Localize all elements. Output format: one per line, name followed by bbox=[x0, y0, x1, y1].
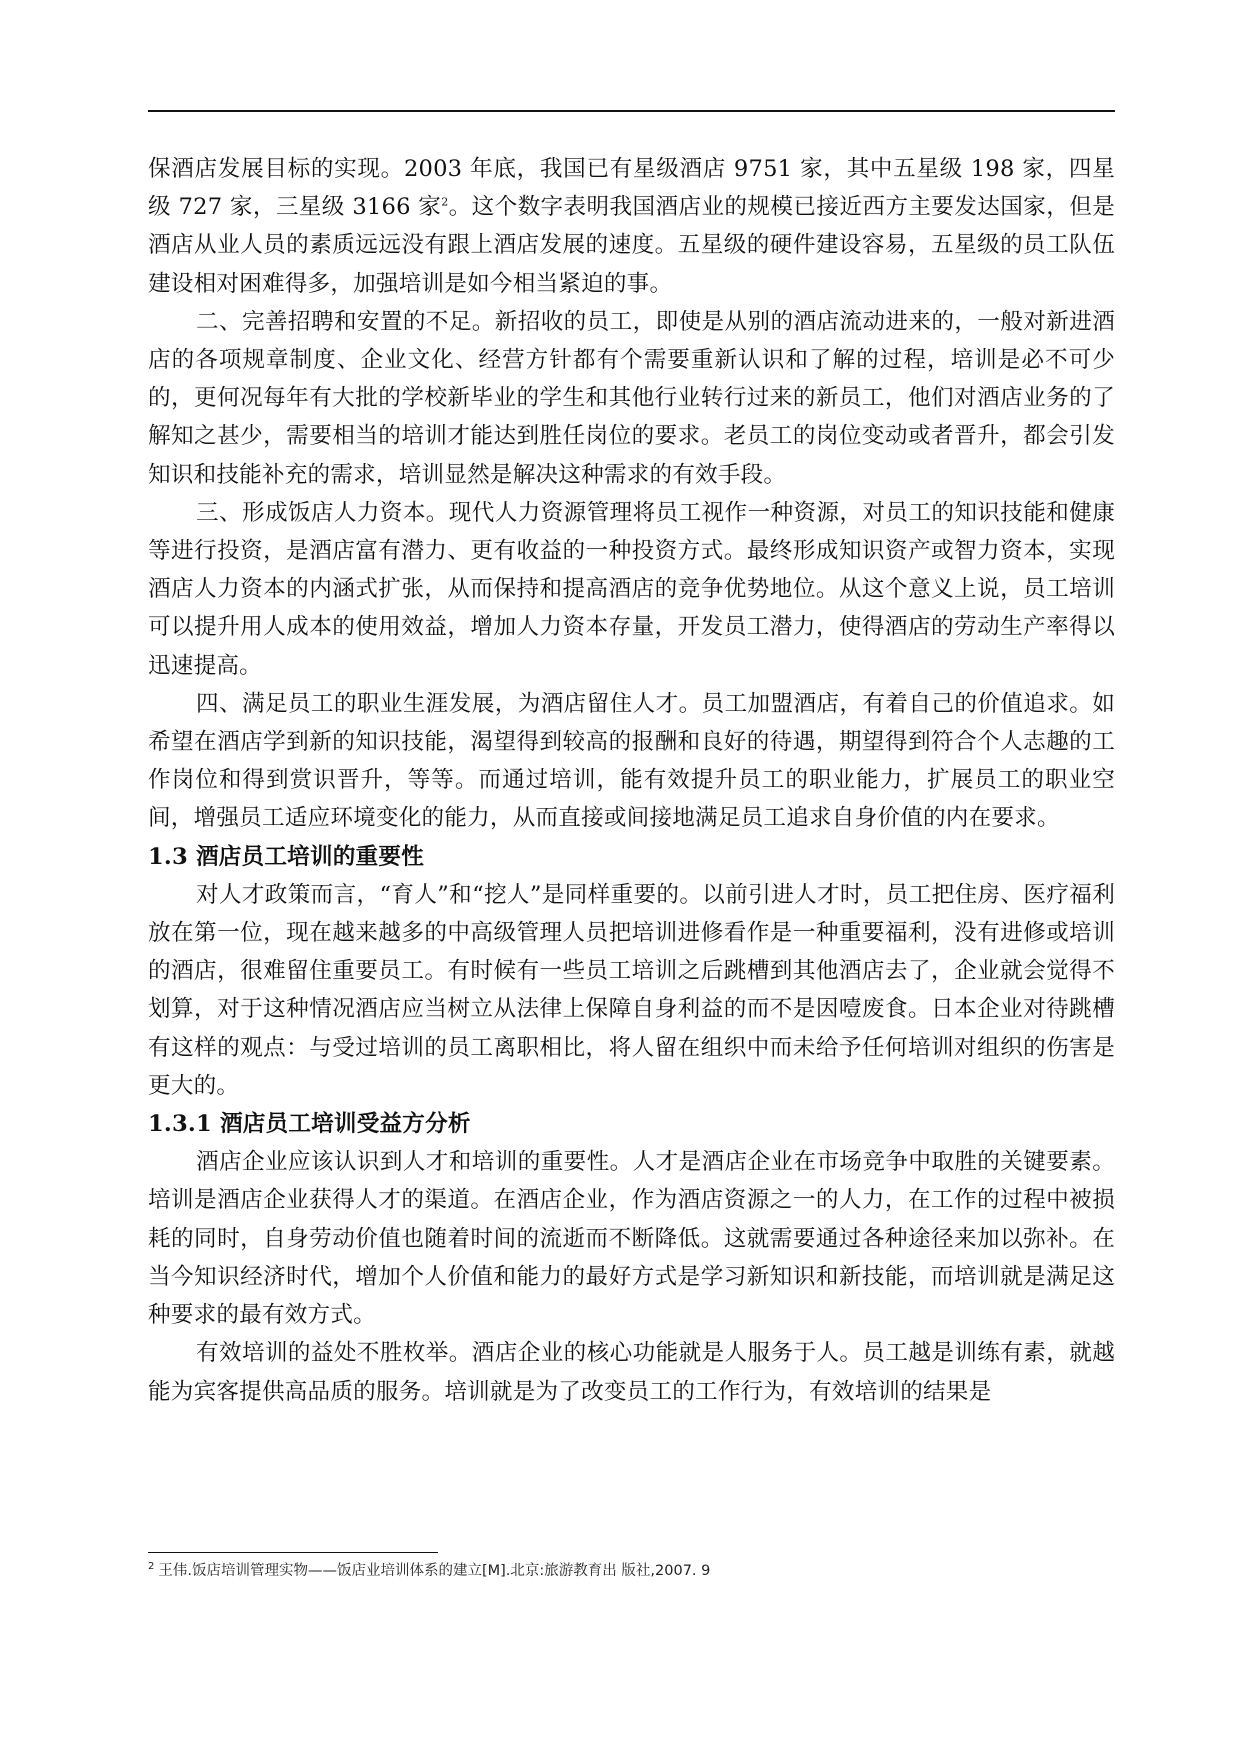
paragraph-4: 四、满足员工的职业生涯发展，为酒店留住人才。员工加盟酒店，有着自己的价值追求。如希望在酒店学到新的知识技能，渴望得到较高的报酬和良好的待遇，期望得到符合个人志趣的工作岗位和得到赏识晋升，等等。而通过培训，能有效提升员工的职业能力，扩展员工的职业空间，增强员工适应环境变化的能力，从而直接或间接地满足员工追求自身价值的内在要求。 bbox=[148, 690, 1115, 832]
footnote-reference: 2 bbox=[441, 195, 449, 209]
footnote-rule bbox=[148, 1552, 438, 1553]
paragraph-text-continued: 。这个数字表明我国酒店业的规模已接近西方主要发达国家，但是酒店从业人员的素质远远没有跟上酒店发展的速度。五星级的硬件建设容易，五星级的员工队伍建设相对困难得多，加强培训是如今相当紧迫的事。 bbox=[148, 194, 1115, 297]
footnote bbox=[148, 1560, 1115, 1582]
footnote-number: 2 bbox=[148, 1561, 155, 1573]
footnote-text: 王伟.饭店培训管理实物——饭店业培训体系的建立[M].北京:旅游教育出 版社,2007. 9 bbox=[158, 1563, 711, 1579]
paragraph-6: 酒店企业应该认识到人才和培训的重要性。人才是酒店企业在市场竞争中取胜的关键要素。培训是酒店企业获得人才的渠道。在酒店企业，作为酒店资源之一的人力，在工作的过程中被损耗的同时，自身劳动价值也随着时间的流逝而不断降低。这就需要通过各种途径来加以弥补。在当今知识经济时代，增加个人价值和能力的最好方式是学习新知识和新技能，而培训就是满足这种要求的最有效方式。 bbox=[148, 1149, 1115, 1329]
paragraph-7: 有效培训的益处不胜枚举。酒店企业的核心功能就是人服务于人。员工越是训练有素，就越能为宾客提供高品质的服务。培训就是为了改变员工的工作行为，有效培训的结果是 bbox=[148, 1340, 1115, 1405]
header-rule bbox=[148, 110, 1115, 112]
body-text bbox=[148, 150, 1115, 1411]
section-heading-1-3-1: 1.3.1 酒店员工培训受益方分析 bbox=[148, 1111, 471, 1138]
paragraph-3: 三、形成饭店人力资本。现代人力资源管理将员工视作一种资源，对员工的知识技能和健康等进行投资，是酒店富有潜力、更有收益的一种投资方式。最终形成知识资产或智力资本，实现酒店人力资本的内涵式扩张，从而保持和提高酒店的竞争优势地位。从这个意义上说，员工培训可以提升用人成本的使用效益，增加人力资本存量，开发员工潜力，使得酒店的劳动生产率得以迅速提高。 bbox=[148, 499, 1115, 679]
paragraph-5: 对人才政策而言，“育人”和“挖人”是同样重要的。以前引进人才时，员工把住房、医疗福利放在第一位，现在越来越多的中高级管理人员把培训进修看作是一种重要福利，没有进修或培训的酒店，很难留住重要员工。有时候有一些员工培训之后跳槽到其他酒店去了，企业就会觉得不划算，对于这种情况酒店应当树立从法律上保障自身利益的而不是因噎废食。日本企业对待跳槽有这样的观点：与受过培训的员工离职相比，将人留在组织中而未给予任何培训对组织的伤害是更大的。 bbox=[148, 881, 1115, 1099]
section-heading-1-3: 1.3 酒店员工培训的重要性 bbox=[148, 843, 424, 870]
paragraph-1 bbox=[148, 150, 1115, 303]
paragraph-2: 二、完善招聘和安置的不足。新招收的员工，即使是从别的酒店流动进来的，一般对新进酒店的各项规章制度、企业文化、经营方针都有个需要重新认识和了解的过程，培训是必不可少的，更何况每年有大批的学校新毕业的学生和其他行业转行过来的新员工，他们对酒店业务的了解知之甚少，需要相当的培训才能达到胜任岗位的要求。老员工的岗位变动或者晋升，都会引发知识和技能补充的需求，培训显然是解决这种需求的有效手段。 bbox=[148, 308, 1115, 488]
paragraph-text: 保酒店发展目标的实现。2003 年底，我国已有星级酒店 9751 家，其中五星级 198 家，四星级 727 家，三星级 3166 家 bbox=[148, 156, 1115, 221]
